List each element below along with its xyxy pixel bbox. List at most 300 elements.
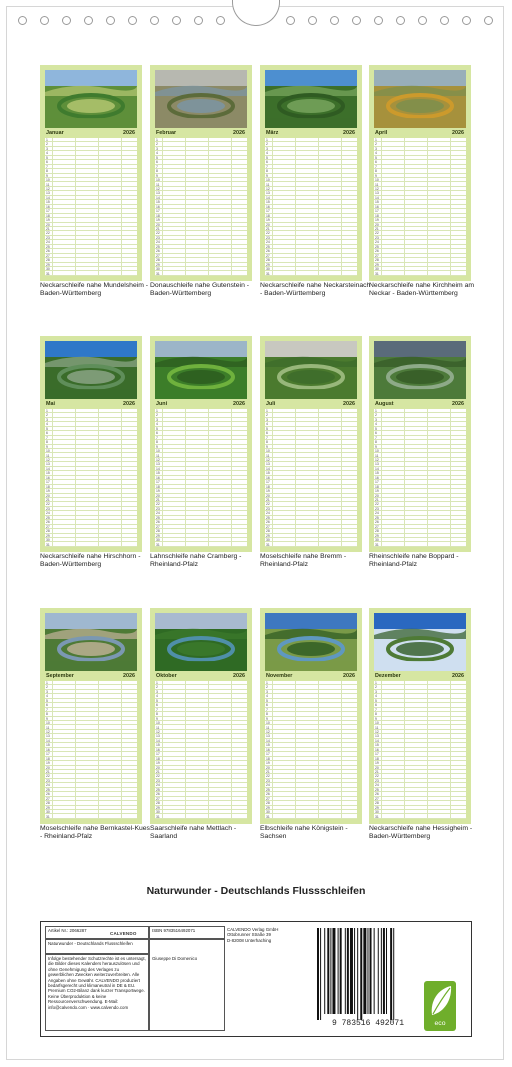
day-number: 5 [375, 155, 377, 160]
day-number: 2 [375, 142, 377, 147]
day-number: 30 [46, 810, 50, 815]
grid-column-line [318, 138, 319, 276]
day-number: 27 [156, 253, 160, 258]
day-number: 23 [156, 506, 160, 511]
day-number: 8 [266, 440, 268, 445]
grid-column-line [185, 409, 186, 547]
day-number: 18 [266, 756, 270, 761]
day-number: 28 [46, 529, 50, 534]
day-number: 1 [156, 681, 158, 685]
day-number: 24 [46, 783, 50, 788]
day-number: 10 [375, 178, 379, 183]
day-number: 23 [375, 778, 379, 783]
day-number: 2 [156, 142, 158, 147]
day-number: 22 [46, 502, 50, 507]
day-number: 20 [46, 493, 50, 498]
month-card [369, 336, 471, 552]
binding-hole [194, 16, 203, 25]
day-number: 1 [266, 138, 268, 142]
day-number: 29 [266, 262, 270, 267]
day-number: 20 [156, 222, 160, 227]
binding-hole [396, 16, 405, 25]
day-number: 3 [266, 417, 268, 422]
day-row [374, 543, 466, 547]
day-number: 28 [266, 529, 270, 534]
day-number: 28 [375, 801, 379, 806]
day-number: 17 [156, 752, 160, 757]
month-photo [45, 613, 137, 671]
day-number: 18 [375, 213, 379, 218]
day-number: 22 [156, 774, 160, 779]
day-number: 12 [46, 457, 50, 462]
grid-column-line [318, 681, 319, 819]
author-cell [149, 939, 225, 1031]
day-number: 12 [375, 457, 379, 462]
grid-column-line [450, 138, 451, 276]
day-number: 11 [46, 725, 50, 730]
day-row [155, 543, 247, 547]
day-number: 9 [266, 444, 268, 449]
day-number: 22 [156, 502, 160, 507]
day-number: 22 [266, 502, 270, 507]
day-number: 23 [46, 778, 50, 783]
day-number: 4 [156, 151, 158, 156]
day-number: 4 [46, 151, 48, 156]
photo-caption: Neckarschleife nahe Mundelsheim - Baden-Württemberg [40, 282, 149, 297]
day-number: 27 [46, 253, 50, 258]
day-row [45, 815, 137, 819]
day-number: 5 [46, 426, 48, 431]
day-number: 21 [266, 227, 270, 231]
day-number: 6 [375, 160, 377, 165]
day-number: 2 [156, 413, 158, 418]
day-number: 26 [266, 249, 270, 254]
day-number: 15 [375, 743, 379, 748]
binding-hole [352, 16, 361, 25]
day-number: 24 [375, 240, 379, 245]
day-number: 20 [375, 493, 379, 498]
month-header [155, 400, 247, 408]
barcode-bar [367, 928, 368, 1014]
barcode-number: 9 783516 492071 [331, 1019, 404, 1028]
barcode-bar [332, 928, 335, 1014]
day-number: 23 [375, 506, 379, 511]
day-number: 20 [46, 222, 50, 227]
day-number: 29 [266, 805, 270, 810]
day-number: 24 [375, 511, 379, 516]
planner-grid [374, 681, 466, 819]
day-number: 15 [156, 743, 160, 748]
day-number: 13 [375, 191, 379, 196]
day-number: 29 [46, 262, 50, 267]
day-number: 24 [266, 511, 270, 516]
day-number: 26 [375, 520, 379, 525]
planner-grid [374, 409, 466, 547]
binding-hole [308, 16, 317, 25]
photo-caption: Saarschleife nahe Mettlach - Saarland [150, 825, 237, 840]
day-number: 10 [266, 721, 270, 726]
barcode-bar [370, 928, 372, 1014]
day-number: 29 [156, 262, 160, 267]
day-number: 10 [266, 449, 270, 454]
day-number: 23 [156, 235, 160, 240]
day-number: 20 [375, 222, 379, 227]
day-number: 18 [46, 213, 50, 218]
photo-caption: Moselschleife nahe Bremm - Rheinland-Pfalz [260, 553, 347, 568]
day-number: 3 [156, 689, 158, 694]
day-number: 19 [46, 489, 50, 494]
day-number: 24 [375, 783, 379, 788]
day-number: 18 [46, 756, 50, 761]
barcode-bar [360, 928, 362, 1020]
day-number: 28 [46, 258, 50, 263]
day-number: 24 [156, 511, 160, 516]
month-card [40, 608, 142, 824]
day-number: 1 [375, 681, 377, 685]
info-panel [40, 921, 472, 1037]
day-number: 30 [375, 267, 379, 272]
day-number: 8 [156, 440, 158, 445]
day-number: 21 [375, 227, 379, 231]
blank-cell [225, 951, 313, 1031]
day-number: 9 [46, 716, 48, 721]
day-number: 16 [46, 204, 50, 209]
day-number: 1 [375, 138, 377, 142]
day-number: 24 [266, 783, 270, 788]
day-number: 15 [266, 200, 270, 205]
day-number: 31 [46, 542, 50, 547]
day-number: 19 [375, 218, 379, 223]
grid-column-line [404, 409, 405, 547]
day-number: 6 [375, 703, 377, 708]
barcode-bar [350, 928, 353, 1014]
isbn-cell [149, 926, 225, 939]
binding-hole [286, 16, 295, 25]
day-number: 5 [156, 426, 158, 431]
day-number: 26 [46, 249, 50, 254]
day-number: 28 [156, 258, 160, 263]
day-number: 21 [375, 770, 379, 774]
grid-column-line [121, 138, 122, 276]
day-number: 3 [375, 689, 377, 694]
day-number: 22 [156, 231, 160, 236]
day-number: 10 [156, 178, 160, 183]
month-photo [374, 613, 466, 671]
month-year: 2026 [123, 130, 135, 136]
day-number: 6 [46, 160, 48, 165]
day-number: 19 [46, 218, 50, 223]
day-row [374, 815, 466, 819]
photo-caption: Neckarschleife nahe Hessigheim - Baden-Württemberg [369, 825, 473, 840]
photo-caption: Neckarschleife nahe Kirchheim am Neckar - Baden-Württemberg [369, 282, 475, 297]
month-header [265, 672, 357, 680]
day-row [45, 543, 137, 547]
month-header [374, 129, 466, 137]
day-number: 17 [46, 752, 50, 757]
day-number: 10 [375, 721, 379, 726]
day-number: 12 [375, 186, 379, 191]
barcode-bar [363, 928, 366, 1014]
day-number: 2 [46, 685, 48, 690]
eco-label: eco [434, 1020, 446, 1027]
barcode-bar [378, 928, 379, 1014]
month-card [150, 65, 252, 281]
day-number: 13 [266, 734, 270, 739]
month-photo [45, 341, 137, 399]
day-number: 1 [46, 409, 48, 413]
day-number: 30 [156, 810, 160, 815]
day-number: 25 [156, 244, 160, 249]
day-number: 30 [266, 267, 270, 272]
binding-hole [150, 16, 159, 25]
day-number: 12 [156, 457, 160, 462]
grid-column-line [272, 138, 273, 276]
day-number: 8 [375, 169, 377, 174]
grid-column-line [75, 409, 76, 547]
month-photo [374, 70, 466, 128]
day-number: 27 [46, 524, 50, 529]
day-number: 31 [46, 814, 50, 819]
day-row [374, 272, 466, 276]
day-number: 13 [156, 462, 160, 467]
day-number: 8 [46, 440, 48, 445]
day-number: 25 [375, 515, 379, 520]
day-number: 12 [46, 186, 50, 191]
day-number: 19 [46, 761, 50, 766]
grid-column-line [272, 681, 273, 819]
day-number: 8 [46, 712, 48, 717]
month-photo [155, 70, 247, 128]
day-number: 28 [46, 801, 50, 806]
day-number: 12 [156, 729, 160, 734]
day-number: 22 [46, 231, 50, 236]
day-number: 2 [156, 685, 158, 690]
barcode-bar [347, 928, 349, 1014]
author: Giuseppe Di Domenico [152, 956, 198, 961]
day-number: 26 [156, 792, 160, 797]
grid-column-line [272, 409, 273, 547]
day-number: 30 [375, 810, 379, 815]
day-number: 1 [266, 409, 268, 413]
day-number: 28 [266, 258, 270, 263]
day-number: 3 [266, 146, 268, 151]
day-number: 13 [156, 734, 160, 739]
month-photo [265, 70, 357, 128]
day-number: 27 [266, 253, 270, 258]
day-number: 9 [156, 716, 158, 721]
month-card [150, 608, 252, 824]
day-number: 14 [46, 195, 50, 200]
day-number: 10 [46, 178, 50, 183]
day-number: 23 [266, 235, 270, 240]
binding-hole [128, 16, 137, 25]
day-number: 23 [46, 235, 50, 240]
barcode-bar [317, 928, 319, 1020]
month-name: November [266, 673, 293, 679]
month-card [150, 336, 252, 552]
day-number: 7 [375, 164, 377, 169]
day-number: 21 [266, 770, 270, 774]
grid-column-line [427, 409, 428, 547]
binding-hole [172, 16, 181, 25]
publisher-cell [225, 926, 313, 951]
day-number: 17 [156, 480, 160, 485]
barcode-bar [354, 928, 355, 1014]
grid-column-line [52, 681, 53, 819]
barcode-bar [381, 928, 382, 1014]
photo-caption: Lahnschleife nahe Cramberg - Rheinland-Pfalz [150, 553, 242, 568]
day-number: 25 [266, 787, 270, 792]
day-number: 27 [156, 796, 160, 801]
day-number: 17 [266, 209, 270, 214]
binding-hole [62, 16, 71, 25]
month-header [374, 672, 466, 680]
binding-hole [40, 16, 49, 25]
day-number: 13 [156, 191, 160, 196]
day-number: 14 [375, 466, 379, 471]
day-number: 12 [375, 729, 379, 734]
day-number: 13 [46, 734, 50, 739]
binding-hole [18, 16, 27, 25]
day-number: 22 [375, 502, 379, 507]
binding-hole [484, 16, 493, 25]
day-number: 11 [375, 725, 379, 730]
photo-caption: Neckarschleife nahe Neckarsteinach - Baden-Württemberg [260, 282, 371, 297]
month-photo [45, 70, 137, 128]
day-number: 20 [375, 765, 379, 770]
grid-column-line [295, 138, 296, 276]
barcode-bar [374, 928, 375, 1014]
day-number: 19 [156, 218, 160, 223]
grid-column-line [185, 138, 186, 276]
day-number: 10 [156, 721, 160, 726]
day-number: 2 [375, 413, 377, 418]
day-number: 6 [266, 431, 268, 436]
month-header [265, 400, 357, 408]
day-number: 19 [266, 761, 270, 766]
day-number: 7 [46, 164, 48, 169]
day-number: 27 [266, 524, 270, 529]
day-number: 26 [266, 792, 270, 797]
eco-badge [424, 981, 456, 1031]
day-number: 31 [46, 271, 50, 276]
day-row [265, 815, 357, 819]
planner-grid [265, 681, 357, 819]
day-number: 9 [156, 444, 158, 449]
binding-hole [106, 16, 115, 25]
grid-column-line [121, 409, 122, 547]
day-row [155, 272, 247, 276]
rights-text: Infolge bestehender Schutzrechte ist es untersagt, die Bilder dieses Kalenders herauszulösen und ohne Genehmigung des Verlages zu gewerblichen Zwecken weiterzuverbreiten. Alle Angaben ohne Gewähr. CALVENDO produziert bedarfsgerecht und klimaneutral in DE & EU. Premium CO2-Bilanz dank kurzer Transportwege. Keine Überproduktion & keine Ressourcenverschwendung. E-Mail: info@calvendo.com · www.calvendo.com [48, 956, 146, 1010]
day-number: 25 [46, 515, 50, 520]
day-number: 4 [266, 422, 268, 427]
day-number: 8 [266, 169, 268, 174]
day-number: 16 [266, 747, 270, 752]
day-number: 31 [266, 271, 270, 276]
day-number: 19 [156, 489, 160, 494]
day-number: 29 [375, 805, 379, 810]
day-number: 25 [46, 244, 50, 249]
month-photo [265, 613, 357, 671]
grid-column-line [121, 681, 122, 819]
day-number: 3 [156, 417, 158, 422]
day-number: 14 [375, 195, 379, 200]
month-name: Juli [266, 401, 276, 407]
grid-column-line [98, 409, 99, 547]
month-card [40, 336, 142, 552]
day-number: 12 [266, 729, 270, 734]
day-number: 20 [266, 765, 270, 770]
day-number: 1 [375, 409, 377, 413]
day-number: 30 [46, 538, 50, 543]
barcode-bar [320, 928, 321, 1020]
day-number: 12 [266, 186, 270, 191]
day-number: 22 [375, 774, 379, 779]
month-card [369, 65, 471, 281]
planner-grid [265, 138, 357, 276]
day-number: 13 [266, 191, 270, 196]
isbn: ISBN 9783516492071 [152, 928, 196, 933]
barcode-graphic [313, 926, 423, 1030]
binding-hole [418, 16, 427, 25]
product-title: Naturwunder - Deutschlands Flussschleifen [48, 941, 133, 946]
day-number: 22 [46, 774, 50, 779]
day-number: 14 [266, 195, 270, 200]
day-number: 21 [156, 227, 160, 231]
month-year: 2026 [233, 130, 245, 136]
barcode-bar [338, 928, 339, 1014]
day-number: 16 [156, 475, 160, 480]
day-number: 29 [375, 533, 379, 538]
day-number: 15 [46, 471, 50, 476]
photo-caption: Donauschleife nahe Gutenstein - Baden-Württemberg [150, 282, 249, 297]
month-name: September [46, 673, 74, 679]
day-number: 20 [266, 493, 270, 498]
month-name: April [375, 130, 388, 136]
grid-column-line [341, 409, 342, 547]
binding-hole [462, 16, 471, 25]
day-number: 17 [156, 209, 160, 214]
grid-column-line [450, 409, 451, 547]
day-number: 23 [46, 506, 50, 511]
binding-hole [84, 16, 93, 25]
day-number: 31 [266, 814, 270, 819]
day-number: 5 [266, 155, 268, 160]
day-number: 8 [375, 712, 377, 717]
day-number: 4 [375, 694, 377, 699]
day-number: 11 [375, 182, 379, 187]
day-number: 25 [375, 244, 379, 249]
day-number: 16 [156, 747, 160, 752]
day-number: 14 [375, 738, 379, 743]
product-title-cell [45, 939, 149, 954]
month-card [369, 608, 471, 824]
day-number: 21 [156, 498, 160, 502]
day-number: 7 [375, 707, 377, 712]
day-number: 17 [266, 752, 270, 757]
grid-column-line [295, 681, 296, 819]
day-number: 31 [375, 814, 379, 819]
day-number: 30 [266, 810, 270, 815]
day-number: 26 [156, 249, 160, 254]
day-number: 16 [266, 475, 270, 480]
day-number: 25 [266, 515, 270, 520]
day-number: 17 [375, 752, 379, 757]
day-number: 22 [266, 774, 270, 779]
day-number: 21 [46, 770, 50, 774]
day-number: 9 [46, 173, 48, 178]
month-header [45, 400, 137, 408]
